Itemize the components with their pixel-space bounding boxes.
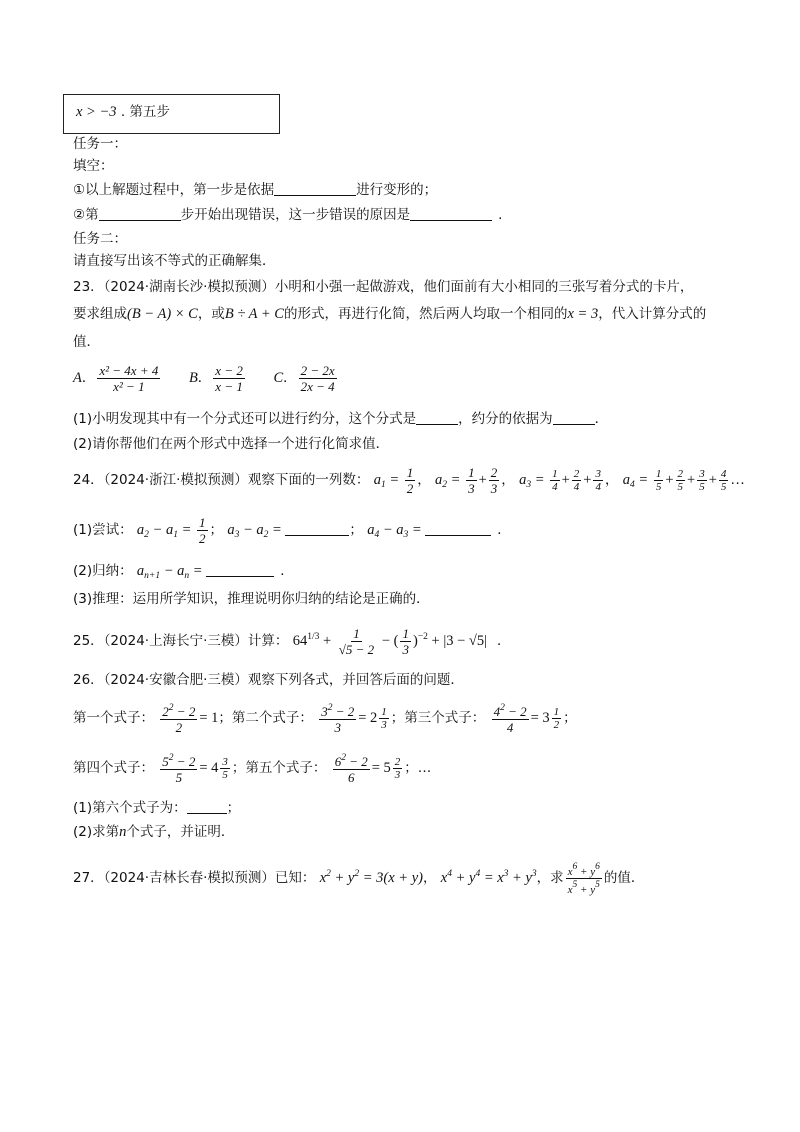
card-a-den: x² − 1 [113,378,145,394]
q23-line-1 [73,278,693,296]
q26-frac: $\frac{3}{5}$ [222,755,228,781]
q24-line-1: 24．（2024·浙江·模拟预测）观察下面的一列数： $a_1$ = $\frac{1}{2}$ ， $a_2$ = $\frac{1}{3}$ + $\frac{2}{3}$ ， $a_3$ = $\frac{1}{4}$ + $\frac{2}{4}$ + $\frac{3}{4}$ ， $a_4$ = $\frac{1}{5}$ + $\frac{2}{5}$ + $\frac{3}{5}$ + $\frac{4}{5}$ … [73,464,745,496]
q24-diff-3: $a_4 - a_3$ = [367,522,426,540]
q24-a1: $a_1$ = [373,472,403,490]
answer-blank[interactable] [416,410,458,425]
q26-frac: $\frac{6^2 - 2}{6}$ [334,753,368,785]
q24-frac: $\frac{2}{3}$ [490,464,498,496]
q1-prefix: ①以上解题过程中，第一步是依据 [73,182,275,198]
q26-p2a: (2)求第 [73,824,120,840]
q27-ask: ，求 [536,870,564,886]
q25-number: 25． [73,633,104,649]
q24-p2-label: (2)归纳： [73,563,133,579]
step-five-math: x > −3 [76,104,117,120]
q27-text: 已知： [274,870,316,886]
q26-part-1 [73,799,240,817]
card-b-den: x − 1 [215,378,243,394]
q26-line-3: 第四个式子： $\frac{5^2 - 2}{5}$ = 4 $\frac{3}{5}$ ；第五个式子： $\frac{6^2 - 2}{6}$ = 5 $\frac{2}{3}$ ；… [73,753,432,785]
card-c-num: 2 − 2x [300,362,335,378]
q24-frac: $\frac{2}{4}$ [573,467,580,493]
q24-frac: $\frac{2}{5}$ [677,467,684,493]
q1-suffix: 进行变形的； [356,182,438,198]
q23-part-1 [73,410,608,428]
q24-a2: $a_2$ = [435,472,465,490]
q27-tail: 的值． [603,870,645,886]
q24-p1-label: (1)尝试： [73,522,133,538]
q24-frac: $\frac{1}{2}$ [406,464,414,496]
answer-blank[interactable] [187,799,227,814]
q23-line-2 [73,305,706,323]
q23-text-2b: ，或 [197,306,225,322]
q24-diff-1: $a_2 - a_1$ = [136,522,196,540]
q26-p2b: 个式子，并证明． [126,824,235,840]
q24-source: （2024·浙江·模拟预测） [103,472,248,488]
q25-source: （2024·上海长宁·三模） [103,633,248,649]
card-b-label: B [188,370,198,386]
q27-frac: $\frac{x^6 + y^6}{x^5 + y^5}$ [567,861,600,896]
q24-part-3: (3)推理：运用所学知识，推理说明你归纳的结论是正确的． [73,591,430,607]
q26-source: （2024·安徽合肥·三模） [103,672,248,688]
task2-text: 请直接写出该不等式的正确解集． [73,253,276,269]
q25-text: 计算： [247,633,289,649]
q25-line: 25．（2024·上海长宁·三模）计算： $64^{1/3}$ + $\frac{1}{√5 - 2}$ − ( $\frac{1}{3}$ )$^{-2}$ + |3 − √5| ． [73,625,511,657]
card-b-fraction [213,363,245,394]
card-a-num: x² − 4x + 4 [99,362,159,378]
q26-frac: $\frac{1}{3}$ [381,705,387,731]
q24-part-1: (1)尝试： $a_2 - a_1$ = $\frac{1}{2}$ ； $a_3 - a_2$ = ； $a_4 - a_3$ = ． [73,514,511,546]
q25-paren: ( [393,633,399,649]
step-five-text: . 第五步 [120,104,170,120]
q27-number: 27． [73,870,104,886]
q23-text-2d: ，代入计算分式的 [598,306,707,322]
q23-text-2a: 要求组成 [73,306,127,322]
q24-a4: $a_4$ = [622,472,652,490]
q27-source: （2024·吉林长春·模拟预测） [103,870,275,886]
task1-fill-label: 填空： [73,158,114,174]
q23-text-1: 小明和小强一起做游戏，他们面前有大小相同的三张写着分式的卡片， [274,279,694,295]
q23-part-2: (2)请你帮他们在两个形式中选择一个进行化简求值． [73,436,390,452]
q23-cards [73,360,339,396]
q26-p1b: ； [226,800,241,816]
q26-e2: ；第二个式子： [218,710,313,726]
task1-question-2 [73,206,502,224]
card-a-fraction [97,363,160,394]
q2-prefix: ②第 [73,207,99,223]
card-sep: ． [283,370,297,386]
q2-suffix: . [498,207,503,223]
task1-title: 任务一： [73,136,127,152]
q23-expr-3: x = 3 [567,306,599,322]
q24-frac: $\frac{4}{5}$ [720,467,727,493]
q26-frac: $\frac{4^2 - 2}{4}$ [493,703,527,735]
q23-number: 23． [73,279,104,295]
q25-frac: $\frac{1}{√5 - 2}$ [338,625,375,657]
q24-frac: $\frac{1}{3}$ [468,464,475,496]
q24-frac: $\frac{1}{5}$ [655,467,662,493]
q23-p1a: (1)小明发现其中有一个分式还可以进行约分，这个分式是 [73,411,417,427]
step-five-line [76,103,170,121]
card-b-num: x − 2 [215,362,243,378]
answer-blank[interactable] [285,521,349,536]
q26-text: 观察下列各式，并回答后面的问题． [247,672,464,688]
q26-number: 26． [73,672,104,688]
q26-frac: $\frac{1}{2}$ [553,705,560,731]
q27-eq-2: $x^4 + y^4 = x^3 + y^3$ [440,869,537,886]
q23-text-2c: 的形式，再进行化简，然后两人均取一个相同的 [283,306,568,322]
q27-eq-1: $x^2 + y^2 = 3(x + y)$ [319,869,423,886]
q26-frac: $\frac{3^2 - 2}{3}$ [321,703,355,735]
q24-frac: $\frac{1}{2}$ [199,514,206,546]
q23-line-3: 值． [73,334,100,350]
q23-source: （2024·湖南长沙·模拟预测） [103,279,275,295]
q24-frac: $\frac{3}{5}$ [699,467,705,493]
q26-line-2: 第一个式子： $\frac{2^2 - 2}{2}$ = 1；第二个式子： $\frac{3^2 - 2}{3}$ = 2 $\frac{1}{3}$ ；第三个式子： $\frac{4^2 - 2}{4}$ = 3 $\frac{1}{2}$ ； [73,703,577,735]
q25-power: $64^{1/3}$ [292,632,320,649]
q26-e5: ；第五个式子： [231,760,327,776]
q26-p1a: (1)第六个式子为： [73,800,187,816]
q26-line-1 [73,671,464,689]
answer-blank[interactable] [99,206,181,221]
task2-title: 任务二： [73,231,127,247]
card-c-den: 2x − 4 [300,378,335,394]
q26-frac: $\frac{2}{3}$ [394,755,401,781]
q24-general-diff: $a_{n+1} - a_n$ = [136,563,207,581]
card-a-label: A [73,370,82,386]
q26-e1: 第一个式子： [73,710,154,726]
card-sep: ． [81,370,96,386]
q27-line: 27．（2024·吉林长春·模拟预测）已知： $x^2 + y^2 = 3(x + y)$， $x^4 + y^4 = x^3 + y^3$，求 $\frac{x^6 + y^6}{x^5 + y^5}$ 的值． [73,861,645,896]
q2-mid: 步开始出现错误，这一步错误的原因是 [180,207,411,223]
q26-e3: ；第三个式子： [390,710,486,726]
q24-frac: $\frac{1}{4}$ [552,467,558,493]
q24-diff-2: $a_3 - a_2$ = [227,522,286,540]
card-sep: ． [197,370,212,386]
card-c-fraction [299,363,337,394]
task1-question-1 [73,181,437,199]
q24-a3: $a_3$ = [519,472,549,490]
q26-part-2 [73,823,234,841]
q26-n: n [119,824,127,840]
q26-ellipsis: ；… [404,760,432,776]
q24-text: 观察下面的一列数： [247,472,370,488]
q25-frac: $\frac{1}{3}$ [402,625,409,657]
q26-frac: $\frac{5^2 - 2}{5}$ [162,753,196,785]
answer-blank[interactable] [206,562,274,577]
card-c-label: C [273,370,284,386]
answer-blank[interactable] [410,206,492,221]
q23-p1c: ． [594,411,609,427]
q24-number: 24． [73,472,104,488]
q26-e4: 第四个式子： [73,760,154,776]
answer-blank[interactable] [274,181,356,196]
q23-p1b: ，约分的依据为 [458,411,553,427]
answer-blank[interactable] [425,521,491,536]
answer-blank[interactable] [553,410,595,425]
q23-expr-1: (B − A) × C [127,306,198,322]
q23-expr-2: B ÷ A + C [224,306,284,322]
q26-frac: $\frac{2^2 - 2}{2}$ [162,703,196,735]
q24-part-2: (2)归纳： $a_{n+1} - a_n$ = ． [73,563,294,581]
q24-frac: $\frac{3}{4}$ [595,467,601,493]
